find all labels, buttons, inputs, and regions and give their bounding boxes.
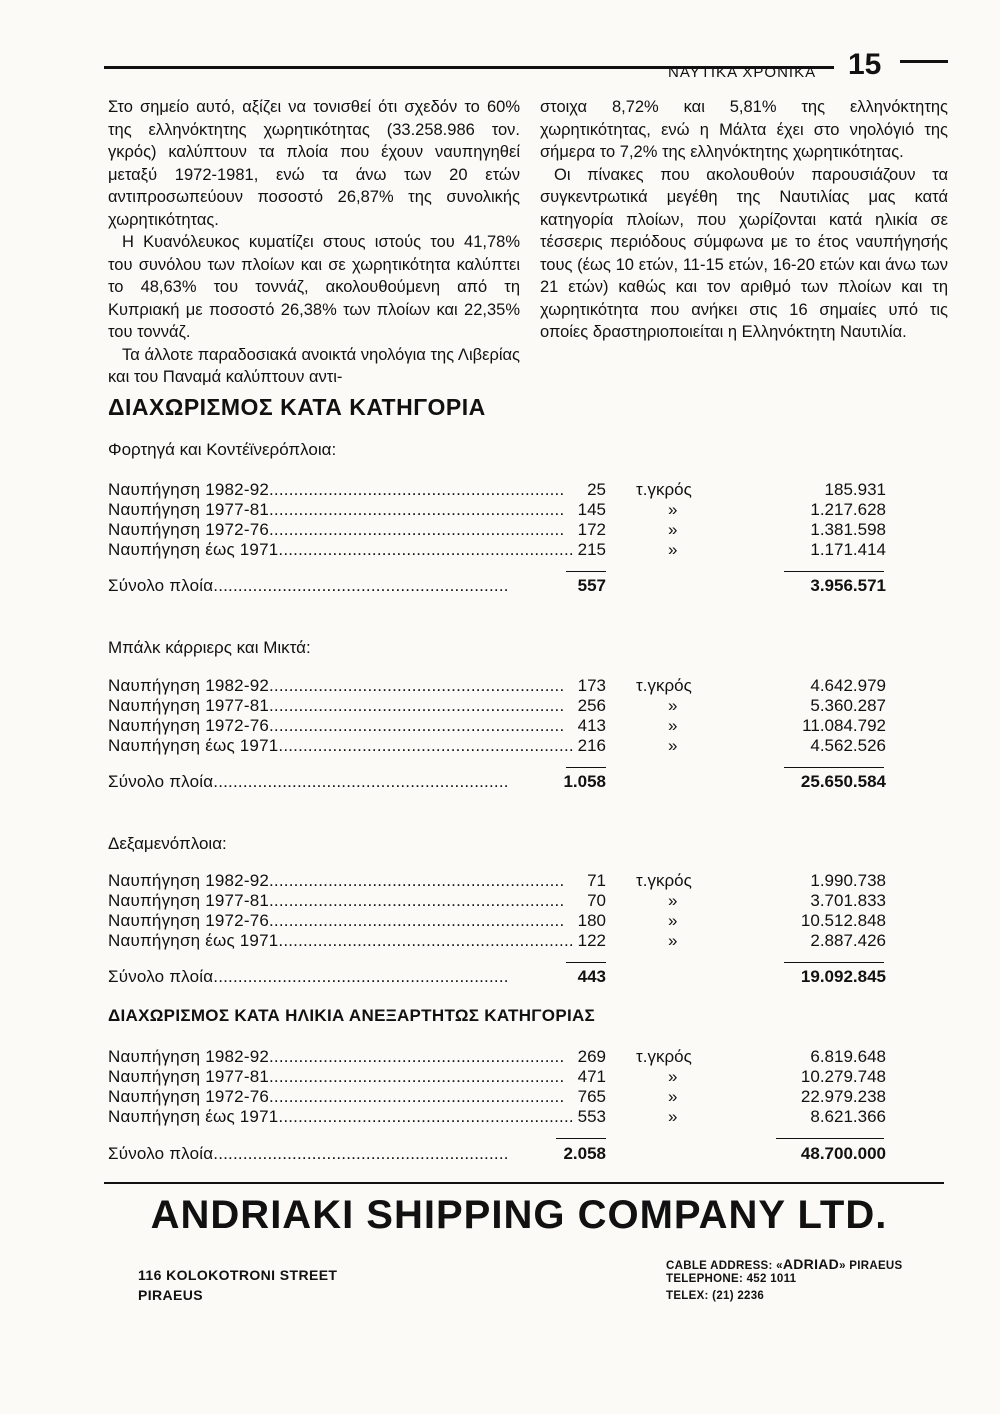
row-label: Ναυπήγηση 1977-81............................................................	[108, 1067, 565, 1086]
total-rule	[776, 1138, 884, 1139]
gross-tonnage: 10.279.748	[800, 1067, 886, 1086]
unit: »	[668, 931, 678, 950]
advert-telephone: TELEPHONE: 452 1011	[666, 1273, 797, 1285]
advert-address-line2: PIRAEUS	[138, 1287, 204, 1303]
ship-count: 269	[577, 1047, 606, 1066]
article-left-column	[108, 96, 520, 389]
unit: »	[668, 891, 678, 910]
row-label: Ναυπήγηση 1982-92............................................................	[108, 480, 565, 499]
total-rule	[566, 571, 606, 572]
total-ship-count: 557	[577, 576, 606, 595]
table-row	[108, 480, 888, 500]
ship-count: 71	[587, 871, 606, 890]
header-rule-right	[900, 60, 948, 63]
row-label: Ναυπήγηση 1972-76............................................................	[108, 1087, 565, 1106]
row-label: Ναυπήγηση 1982-92............................................................	[108, 871, 565, 890]
row-label: Ναυπήγηση 1982-92............................................................	[108, 676, 565, 695]
advert-rule	[104, 1182, 944, 1184]
total-label: Σύνολο πλοία............................................................	[108, 772, 509, 791]
table-row	[108, 736, 888, 756]
table-row	[108, 1047, 888, 1067]
table-total-row	[108, 576, 888, 596]
unit: τ.γκρός	[636, 480, 692, 499]
unit: »	[668, 696, 678, 715]
gross-tonnage: 8.621.366	[810, 1107, 886, 1126]
gross-tonnage: 1.381.598	[810, 520, 886, 539]
table-row	[108, 871, 888, 891]
ship-count: 765	[577, 1087, 606, 1106]
table-row	[108, 500, 888, 520]
total-gross-tonnage: 19.092.845	[800, 967, 886, 986]
total-label: Σύνολο πλοία............................................................	[108, 1144, 509, 1163]
unit: »	[668, 540, 678, 559]
ship-count: 215	[577, 540, 606, 559]
row-label: Ναυπήγηση 1977-81............................................................	[108, 891, 565, 910]
gross-tonnage: 22.979.238	[800, 1087, 886, 1106]
total-rule	[566, 767, 606, 768]
ship-count: 256	[577, 696, 606, 715]
unit: »	[668, 736, 678, 755]
table-row	[108, 931, 888, 951]
total-rule	[784, 767, 884, 768]
gross-tonnage: 4.562.526	[810, 736, 886, 755]
gross-tonnage: 10.512.848	[800, 911, 886, 930]
gross-tonnage: 185.931	[824, 480, 886, 499]
gross-tonnage: 1.990.738	[810, 871, 886, 890]
table-total-row	[108, 772, 888, 792]
total-gross-tonnage: 25.650.584	[800, 772, 886, 791]
ship-count: 216	[577, 736, 606, 755]
table-row	[108, 520, 888, 540]
table-row	[108, 696, 888, 716]
unit: »	[668, 500, 678, 519]
row-label: Ναυπήγηση 1972-76............................................................	[108, 911, 565, 930]
gross-tonnage: 6.819.648	[810, 1047, 886, 1066]
table-row	[108, 891, 888, 911]
article-paragraph: στοιχα 8,72% και 5,81% της ελληνόκτητης χωρητικότητας, ενώ η Μάλτα έχει στο νηολόγιό της σήμερα το 7,2% της ελληνόκτητης χωρητικότητας.	[540, 98, 948, 161]
heading-by-age: ΔΙΑΧΩΡΙΣΜΟΣ ΚΑΤΑ ΗΛΙΚΙΑ ΑΝΕΞΑΡΤΗΤΩΣ ΚΑΤΗΓΟΡΙΑΣ	[108, 1006, 596, 1025]
ship-count: 145	[577, 500, 606, 519]
article-right-column	[540, 96, 948, 344]
total-rule	[784, 962, 884, 963]
row-label: Ναυπήγηση 1982-92............................................................	[108, 1047, 565, 1066]
table-row	[108, 1107, 888, 1127]
group-title-bulk: Μπάλκ κάρριερς και Μικτά:	[108, 638, 311, 657]
table-row	[108, 716, 888, 736]
gross-tonnage: 4.642.979	[810, 676, 886, 695]
advert-telex: TELEX: (21) 2236	[666, 1290, 765, 1302]
total-label: Σύνολο πλοία............................................................	[108, 967, 509, 986]
unit: τ.γκρός	[636, 676, 692, 695]
advert-address-line1: 116 KOLOKOTRONI STREET	[138, 1267, 338, 1283]
table-row	[108, 911, 888, 931]
ship-count: 172	[577, 520, 606, 539]
unit: »	[668, 1107, 678, 1126]
row-label: Ναυπήγηση έως 1971............................................................	[108, 931, 574, 950]
row-label: Ναυπήγηση έως 1971............................................................	[108, 1107, 574, 1126]
total-rule	[566, 962, 606, 963]
ship-count: 180	[577, 911, 606, 930]
article-paragraph: Τα άλλοτε παραδοσιακά ανοικτά νηολόγια της Λιβερίας και του Παναμά καλύπτουν αντι-	[108, 345, 520, 386]
header-section-title: ΝΑΥΤΙΚΑ ΧΡΟΝΙΚΑ	[668, 64, 817, 81]
total-rule	[556, 1138, 606, 1139]
unit: τ.γκρός	[636, 1047, 692, 1066]
table-row	[108, 540, 888, 560]
group-title-tankers: Δεξαμενόπλοια:	[108, 834, 227, 853]
table-row	[108, 676, 888, 696]
gross-tonnage: 3.701.833	[810, 891, 886, 910]
ship-count: 413	[577, 716, 606, 735]
total-rule	[784, 571, 884, 572]
row-label: Ναυπήγηση 1972-76............................................................	[108, 716, 565, 735]
gross-tonnage: 1.217.628	[810, 500, 886, 519]
cable-prefix: CABLE ADDRESS: «	[666, 1260, 783, 1272]
advert-company-name: ANDRIAKI SHIPPING COMPANY LTD.	[150, 1193, 888, 1237]
row-label: Ναυπήγηση 1977-81............................................................	[108, 500, 565, 519]
total-label: Σύνολο πλοία............................................................	[108, 576, 509, 595]
page-number: 15	[848, 48, 882, 81]
unit: »	[668, 1087, 678, 1106]
article-paragraph: Η Κυανόλευκος κυματίζει στους ιστούς του 41,78% του συνόλου των πλοίων και σε χωρητικότητα καλύπτει το 48,63% του τοννάζ, ακολουθούμενη από τη Κυπριακή με ποσοστό 26,38% των πλοίων και 22,35% του τοννάζ.	[108, 233, 520, 341]
article-paragraph: Οι πίνακες που ακολουθούν παρουσιάζουν τα συγκεντρωτικά μεγέθη της Ναυτιλίας μας κατά κατηγορία πλοίων, που χωρίζονται κατά ηλικία σε τέσσερις περιόδους σύμφωνα με το έτος ναυπήγησής τους (έως 10 ετών, 11-15 ετών, 16-20 ετών και άνω των 21 ετών) καθώς και τον αριθμό των πλοίων και τη χωρητικότητα που ανήκει στις 16 σημαίες υπό τις οποίες δραστηριοποιείται η Ελληνόκτητη Ναυτιλία.	[540, 165, 948, 341]
table-row	[108, 1067, 888, 1087]
total-ship-count: 1.058	[563, 772, 606, 791]
article-paragraph: Στο σημείο αυτό, αξίζει να τονισθεί ότι σχεδόν το 60% της ελληνόκτητης χωρητικότητας (33.258.986 τον. γκρός) καλύπτουν τα πλοία που έχουν ναυπηγηθεί μεταξύ 1972-1981, ενώ τα άνω των 20 ετών αντιπροσωπεύουν ποσοστό 26,87% της συνολικής χωρητικότητας.	[108, 98, 520, 229]
unit: »	[668, 1067, 678, 1086]
ship-count: 553	[577, 1107, 606, 1126]
unit: »	[668, 716, 678, 735]
total-ship-count: 443	[577, 967, 606, 986]
ship-count: 25	[587, 480, 606, 499]
ship-count: 173	[577, 676, 606, 695]
gross-tonnage: 1.171.414	[810, 540, 886, 559]
gross-tonnage: 2.887.426	[810, 931, 886, 950]
group-title-cargo: Φορτηγά και Κοντέϊνερόπλοια:	[108, 440, 337, 459]
advert-cable-address	[666, 1256, 903, 1272]
cable-suffix: » PIRAEUS	[839, 1260, 903, 1272]
total-gross-tonnage: 3.956.571	[810, 576, 886, 595]
table-total-row	[108, 967, 888, 987]
unit: »	[668, 520, 678, 539]
ship-count: 471	[577, 1067, 606, 1086]
heading-by-category: ΔΙΑΧΩΡΙΣΜΟΣ ΚΑΤΑ ΚΑΤΗΓΟΡΙΑ	[108, 394, 486, 420]
total-gross-tonnage: 48.700.000	[800, 1144, 886, 1163]
row-label: Ναυπήγηση 1977-81............................................................	[108, 696, 565, 715]
row-label: Ναυπήγηση έως 1971............................................................	[108, 736, 574, 755]
total-ship-count: 2.058	[563, 1144, 606, 1163]
table-row	[108, 1087, 888, 1107]
ship-count: 70	[587, 891, 606, 910]
table-total-row	[108, 1144, 888, 1164]
cable-name: ADRIAD	[782, 1256, 840, 1272]
gross-tonnage: 11.084.792	[802, 716, 886, 735]
row-label: Ναυπήγηση έως 1971............................................................	[108, 540, 574, 559]
row-label: Ναυπήγηση 1972-76............................................................	[108, 520, 565, 539]
unit: »	[668, 911, 678, 930]
ship-count: 122	[577, 931, 606, 950]
gross-tonnage: 5.360.287	[810, 696, 886, 715]
unit: τ.γκρός	[636, 871, 692, 890]
